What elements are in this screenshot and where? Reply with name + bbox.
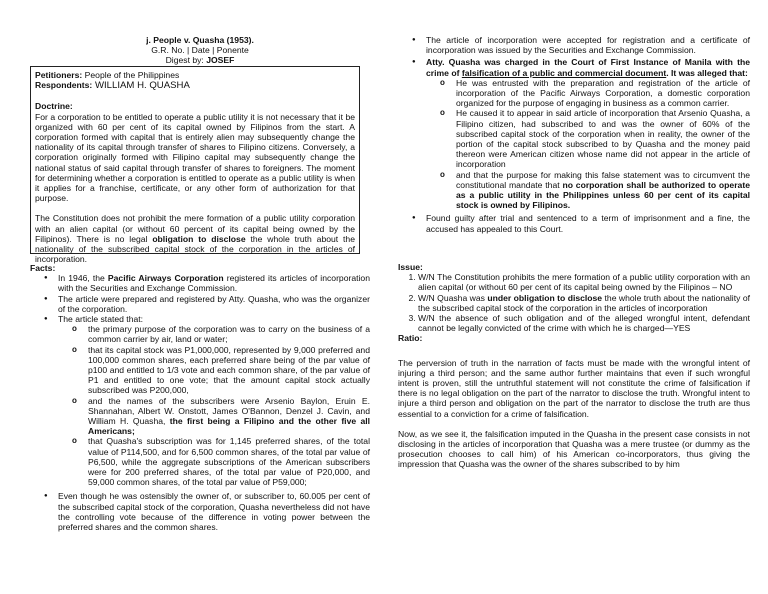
facts-item: ● In 1946, the Pacific Airways Corporation registered its articles of incorporation with the Securities and Exchange Commission. bbox=[46, 273, 370, 293]
ratio-paragraph-1: The perversion of truth in the narration of facts must be made with the wrongful intent of injuring a third person; and the same author further maintains that even if such wrongful intent is proven, still the untruthful statement will not constitute the crime of falsification if there is no legal obligation on the part of the narrator to disclose the truth. Wrongful intent to injure a third person and obligation on the part of the narrator to disclose the truth are thus essential to a conviction for a crime of falsification. bbox=[398, 357, 750, 419]
doctrine-paragraph-2: The Constitution does not prohibit the mere formation of a public utility corporation with an alien capital (or without 60 percent of its capital being owned by the Filipinos). There is no legal obligation to disclose the whole truth about the nationality of the subscribed capital stock of the corporation in the articles of incorporation. bbox=[35, 213, 355, 265]
facts-continued bbox=[398, 35, 750, 234]
issue-item: 3. W/N the absence of such obligation and of the alleged wrongful intent, defendant cannot be legally convicted of the crime with which he is charged—YES bbox=[418, 313, 750, 333]
facts-subitem: o that its capital stock was P1,000,000, represented by 9,000 preferred and 100,000 common shares, each preferred share being of the par value of p100 and entitled to 1/3 vote and each common share, of the par value of P1 and entitled to one vote; that the amount capital stock actually subscribed was P200,000, bbox=[72, 345, 370, 396]
issue-heading: Issue: bbox=[398, 262, 423, 272]
petitioners-line: Petitioners: People of the Philippines bbox=[35, 70, 180, 80]
facts-subitem: o and the names of the subscribers were Arsenio Baylon, Eruin E. Shannahan, Albert W. Onstott, James O'Bannon, Denzel J. Cavin, and William H. Quasha, the first being a Filipino and the other five all Americans; bbox=[72, 396, 370, 437]
issue-section bbox=[398, 262, 750, 470]
ratio-heading: Ratio: bbox=[398, 333, 423, 344]
digest-author: JOSEF bbox=[206, 55, 235, 66]
facts-item: ● Atty. Quasha was charged in the Court of First Instance of Manila with the crime of falsification of a public and commercial document. It was alleged that: o He was entrusted with the preparation and registration of the article of incorporation of the Pacific Airways Corporation, a domestic corporation organized for the purpose of engaging in business as a common carrier. o He caused it to appear in said article of incorporation that Arsenio Quasha, a Filipino citizen, had subscribed to and was the owner of 60% of the subscribed capital stock of the corporation when in reality, the owner of the portion of the capital stock subscribed to by Quasha and the money paid thereon were American citizen whose name did not appear in the article of incorporation o and that the purpose for making this false statement was to circumvent the constitutional mandate that no corporation shall be authorized to operate as a public utility in the Philippines unless 60 per cent of its capital stock is owned by Filipinos. bbox=[414, 57, 750, 210]
allegation-item: o and that the purpose for making this false statement was to circumvent the constitutional mandate that no corporation shall be authorized to operate as a public utility in the Philippines unless 60 per cent of its capital stock is owned by Filipinos. bbox=[440, 170, 750, 211]
facts-item: ● Found guilty after trial and sentenced to a term of imprisonment and a fine, the accused has appealed to this Court. bbox=[414, 213, 750, 233]
allegation-item: o He was entrusted with the preparation and registration of the article of incorporation of the Pacific Airways Corporation, a domestic corporation organized for the purpose of engaging in business as a common carrier. bbox=[440, 78, 750, 109]
issue-item: 2. W/N Quasha was under obligation to disclose the whole truth about the nationality of the subscribed capital stock of the corporation in the articles of incorporation bbox=[418, 293, 750, 313]
allegation-item: o He caused it to appear in said article of incorporation that Arsenio Quasha, a Filipino citizen, had subscribed to and was the owner of 60% of the subscribed capital stock of the corporation when in reality, the owner of the portion of the capital stock subscribed to by Quasha and the money paid thereon were American citizen whose name did not appear in the article of incorporation bbox=[440, 108, 750, 169]
facts-item: ● The article of incorporation were accepted for registration and a certificate of incorporation was issued by the Securities and Exchange Commission. bbox=[414, 35, 750, 55]
facts-item: ● Even though he was ostensibly the owner of, or subscriber to, 60.005 per cent of the subscribed capital stock of the corporation, Quasha nevertheless did not have the controlling vote because of the difference in voting power between the preferred shares and the common shares. bbox=[46, 491, 370, 532]
respondents-line: Respondents: WILLIAM H. QUASHA bbox=[35, 80, 190, 92]
facts-section bbox=[30, 263, 370, 532]
case-meta: G.R. No. | Date | Ponente bbox=[151, 45, 249, 56]
ratio-paragraph-2: Now, as we see it, the falsification imputed in the Quasha in the present case consists in not disclosing in the articles of incorporation that Quasha was a mere trustee (or dummy as the prosecution chooses to call him) of his American co-incorporators, thus giving the impression that Quasha was the owner of the shares subscribed to by him bbox=[398, 428, 750, 470]
digest-line: Digest by: JOSEF bbox=[165, 55, 235, 66]
case-title: j. People v. Quasha (1953). bbox=[146, 35, 254, 45]
doctrine-paragraph-1: For a corporation to be entitled to operate a public utility it is not necessary that it be organized with 60 per cent of its capital owned by Filipinos from the start. A corporation formed with capital that is entirely alien may subsequently change the nationality of its capital through transfer of shares to Filipino citizens. Conversely, a corporation originally formed with Filipino capital may subsequently change the national status of said capital through transfer of shares to foreigners. The moment for determining whether a corporation is entitled to operate as a public utility is when it applies for a franchise, certificate, or any other form of authorization for that purpose. bbox=[35, 111, 355, 204]
facts-subitem: o the primary purpose of the corporation was to carry on the business of a common carrier by air, land or water; bbox=[72, 324, 370, 344]
facts-item: ● The article stated that: o the primary purpose of the corporation was to carry on the business of a common carrier by air, land or water; o that its capital stock was P1,000,000, represented by 9,000 preferred and 100,000 common shares, each preferred share being of the par value of p100 and entitled to 1/3 vote and each common share, of the par value of P1 and entitled to one vote; that the amount capital stock actually subscribed was P200,000, o and the names of the subscribers were Arsenio Baylon, Eruin E. Shannahan, Albert W. Onstott, James O'Bannon, Denzel J. Cavin, and William H. Quasha, the first being a Filipino and the other five all Americans; o that Quasha's subscription was for 1,145 preferred shares, of the total value of P114,500, and for 6,500 common shares, of the total par value of P6,500, while the aggregate subscriptions of the American subscribers were for 200 preferred shares, of the total par value of P20,000, and 59,000 common shares, of the total par value of P59,000; bbox=[46, 314, 370, 487]
case-header bbox=[30, 35, 370, 66]
issue-item: 1. W/N The Constitution prohibits the mere formation of a public utility corporation with an alien capital (or without 60 per cent of its capital being owned by the Filipinos – NO bbox=[418, 272, 750, 292]
facts-item: ● The article were prepared and registered by Atty. Quasha, who was the organizer of the corporation. bbox=[46, 294, 370, 314]
doctrine-heading: Doctrine: bbox=[35, 101, 73, 112]
doctrine-box bbox=[30, 66, 360, 265]
facts-subitem: o that Quasha's subscription was for 1,145 preferred shares, of the total value of P114,500, and for 6,500 common shares, of the total par value of P6,500, while the aggregate subscriptions of the American subscribers were for 200 preferred shares, of the total par value of P20,000, and 59,000 common shares, of the total par value of P59,000; bbox=[72, 436, 370, 487]
facts-heading: Facts: bbox=[30, 263, 56, 273]
